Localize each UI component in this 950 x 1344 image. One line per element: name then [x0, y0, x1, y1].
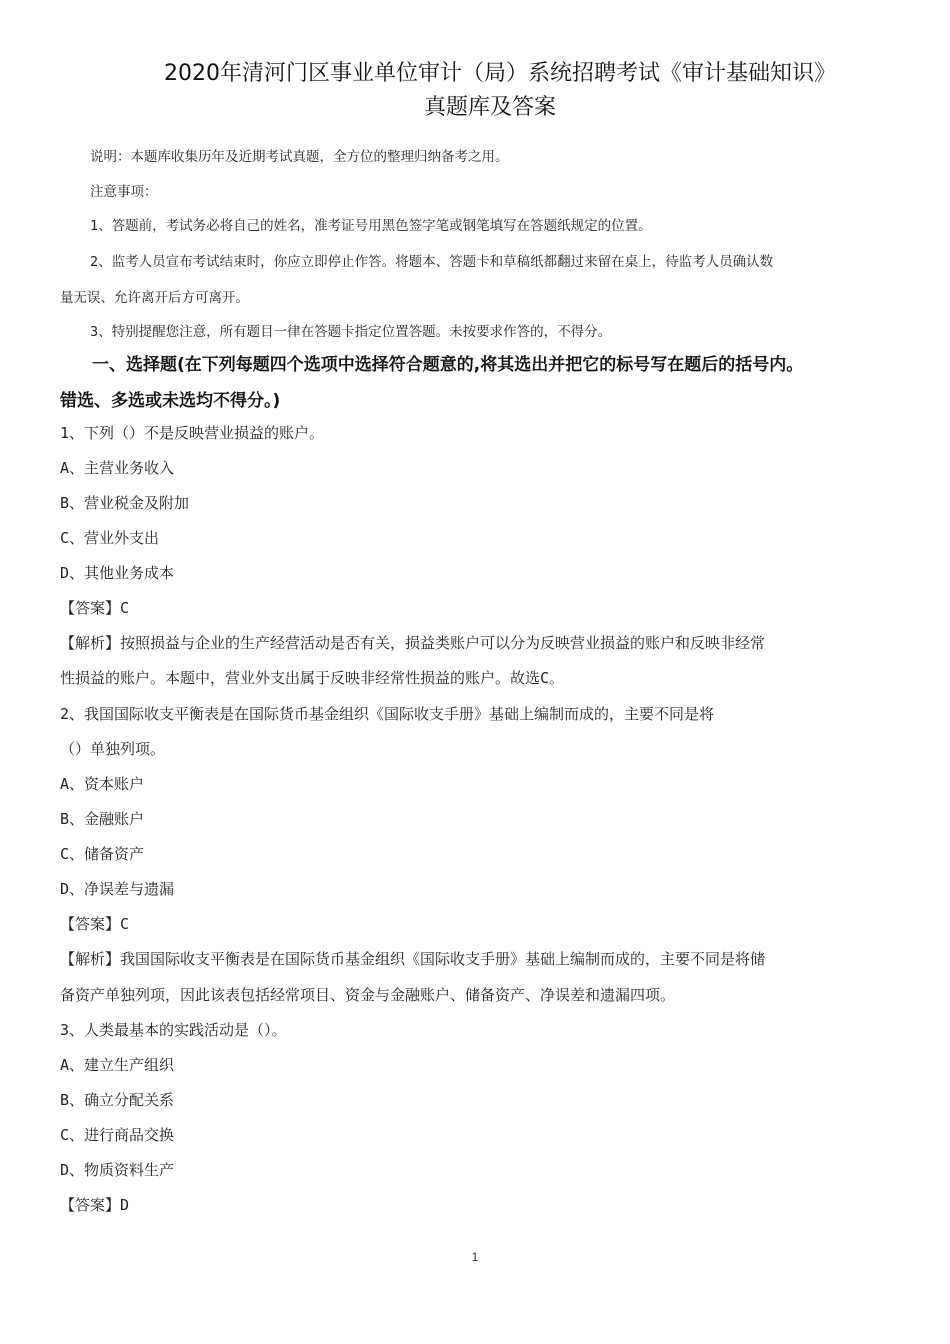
section-heading-line1: 一、选择题(在下列每题四个选项中选择符合题意的,将其选出并把它的标号写在题后的括号内。: [92, 355, 804, 375]
answer-value: C: [120, 599, 130, 617]
question-1-option-c: C、营业外支出: [60, 529, 160, 547]
question-2-analysis-line1: [60, 948, 765, 969]
question-2-answer: [60, 913, 129, 934]
question-2-option-d: D、净误差与遗漏: [60, 880, 175, 898]
answer-tag: 【答案】: [60, 1196, 121, 1214]
question-3-option-a: A、建立生产组织: [60, 1056, 175, 1074]
question-1-option-d: D、其他业务成本: [60, 564, 175, 582]
notice-item-1: 1、答题前，考试务必将自己的姓名，准考证号用黑色签字笔或钢笔填写在答题纸规定的位置。: [90, 218, 652, 234]
document-title-line1: 2020年清河门区事业单位审计（局）系统招聘考试《审计基础知识》: [164, 61, 836, 86]
question-3-stem: 3、人类最基本的实践活动是（）。: [60, 1021, 287, 1039]
question-2-option-b: B、金融账户: [60, 810, 145, 828]
notice-item-2: 2、监考人员宣布考试结束时，你应立即停止作答。将题本、答题卡和草稿纸都翻过来留在桌上，待监考人员确认数: [90, 254, 774, 270]
question-3-option-c: C、进行商品交换: [60, 1126, 175, 1144]
document-title-line2: 真题库及答案: [423, 95, 556, 120]
answer-value: C: [120, 915, 130, 933]
analysis-text: 按照损益与企业的生产经营活动是否有关，损益类账户可以分为反映营业损益的账户和反映非经常: [120, 634, 766, 652]
analysis-text: 我国国际收支平衡表是在国际货币基金组织《国际收支手册》基础上编制而成的，主要不同是将储: [120, 950, 766, 968]
question-1-option-b: B、营业税金及附加: [60, 494, 190, 512]
analysis-tag: 【解析】: [60, 634, 121, 652]
question-1-analysis-line1: [60, 632, 765, 653]
page-number: 1: [471, 1250, 479, 1264]
notice-item-2-continued: 量无误、允许离开后方可离开。: [60, 290, 249, 306]
question-1-analysis-line2: 性损益的账户。本题中，营业外支出属于反映非经常性损益的账户。故选C。: [60, 669, 565, 687]
question-2-stem-line1: 2、我国国际收支平衡表是在国际货币基金组织《国际收支手册》基础上编制而成的，主要不同是将: [60, 705, 715, 723]
question-3-option-b: B、确立分配关系: [60, 1091, 175, 1109]
question-2-option-c: C、储备资产: [60, 845, 145, 863]
answer-tag: 【答案】: [60, 915, 121, 933]
section-heading-line2: 错选、多选或未选均不得分。): [60, 391, 281, 411]
notice-item-3: 3、特别提醒您注意，所有题目一律在答题卡指定位置答题。未按要求作答的，不得分。: [90, 324, 612, 340]
notice-heading: 注意事项：: [90, 184, 158, 200]
question-2-analysis-line2: 备资产单独列项，因此该表包括经常项目、资金与金融账户、储备资产、净误差和遗漏四项。: [60, 986, 676, 1004]
analysis-tag: 【解析】: [60, 950, 121, 968]
answer-tag: 【答案】: [60, 599, 121, 617]
question-1-answer: [60, 597, 129, 618]
answer-value: D: [120, 1196, 130, 1214]
question-1-option-a: A、主营业务收入: [60, 459, 175, 477]
intro-note: 说明：本题库收集历年及近期考试真题，全方位的整理归纳备考之用。: [90, 149, 509, 165]
question-3-answer: [60, 1194, 129, 1215]
question-1-stem: 1、下列（）不是反映营业损益的账户。: [60, 424, 325, 442]
question-2-stem-line2: （）单独列项。: [60, 740, 166, 758]
question-2-option-a: A、资本账户: [60, 775, 145, 793]
question-3-option-d: D、物质资料生产: [60, 1161, 175, 1179]
